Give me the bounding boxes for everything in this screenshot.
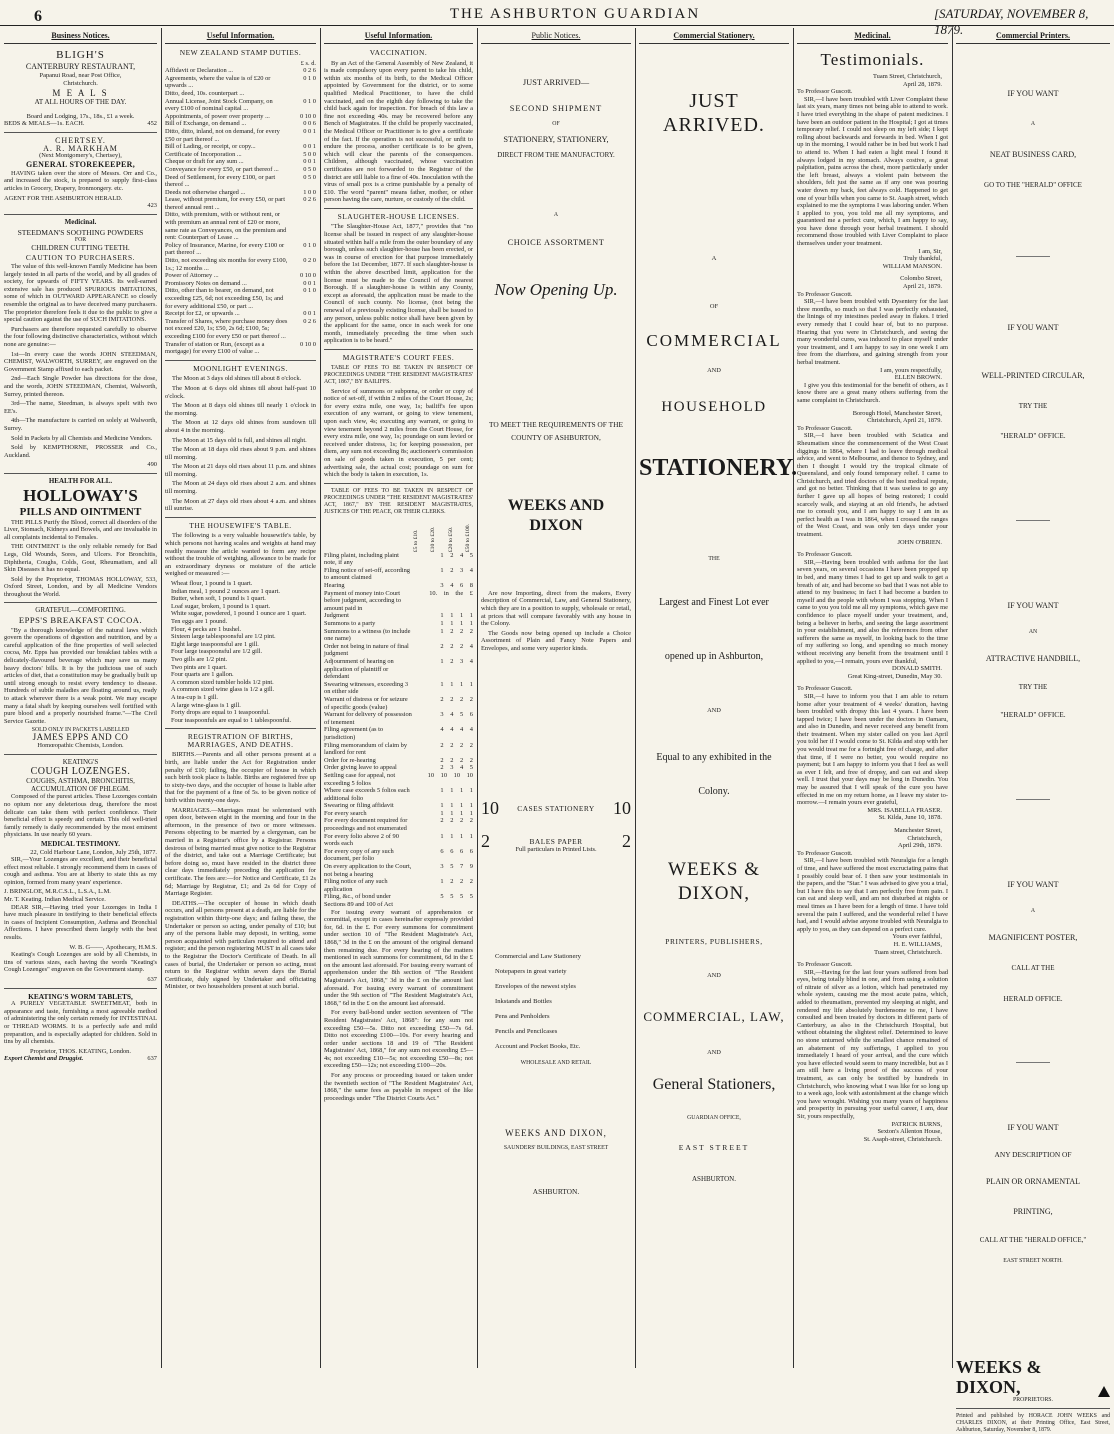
column-heading: Useful Information. [165, 28, 316, 44]
printing-ad: IF YOU WANT ANY DESCRIPTION OF PLAIN OR ORNAMENTAL PRINTING, CALL AT THE "HERALD OFFICE," EAST STREET NORTH. [979, 1123, 1087, 1265]
newspaper-title: THE ASHBURTON GUARDIAN [449, 6, 701, 22]
fee-row [324, 757, 473, 765]
stamp-duty-amount: 0 10 0 [300, 112, 316, 120]
stamp-duty-row [165, 287, 316, 310]
fee-item: Warrant for delivery of possession of tenement [324, 711, 412, 726]
testimonial-line: April 29th, 1879. [897, 842, 942, 850]
fee-values: 2 2 2 2 [440, 817, 473, 825]
column-heading: Useful Information. [324, 28, 473, 44]
stamp-duty-row [165, 151, 316, 159]
fee-values: 2 2 2 4 [440, 642, 473, 650]
fee-row [324, 643, 473, 658]
measure-entry: Eight large teaspoonsful are 1 gill. [171, 640, 259, 648]
stamp-duty-item: Annual License, Joint Stock Company, on every £100 of nominal capital ... [165, 97, 273, 113]
stamp-duties-title: NEW ZEALAND STAMP DUTIES. [179, 48, 302, 57]
stationery-item: Pens and Penholders [495, 1013, 550, 1021]
fee-item: Filing agreement (as to jurisdiction) [324, 726, 384, 741]
fee-values: 2 2 2 2 [440, 741, 473, 749]
testimonial-line: Tuam street, Christchurch. [874, 948, 942, 956]
masthead-rule [0, 25, 1114, 26]
column-rule [161, 28, 162, 1368]
fee-table [324, 552, 473, 909]
printer-imprint: Printed and published by HORACE JOHN WEEKS and CHARLES DIXON, at their Printing Office, East Street, Ashburton, Saturday, November 8, 1879. [956, 1413, 1110, 1434]
holloway-pills-ad: HEALTH FOR ALL. HOLLOWAY'S PILLS AND OINTMENT THE PILLS Purify the Blood, correct all disorders of the Liver, Stomach, Kidneys and Bowels, and are invaluable in all complaints incidental to Females. THE OINTMENT is the only reliable remedy for Bad Legs, Old Wounds, Sores, and Ulcers. For Bronchitis, Diphtheria, Coughs, Colds, Gout, Rheumatism, and all Skin Diseases it has no equal. Sold by the Proprietor, THOMAS HOLLOWAY, 533, Oxford Street, London, and by all Medicine Vendors throughout the World. [4, 476, 157, 598]
stamp-duty-item: Agreements, where the value is of £20 or upwards ... [165, 74, 271, 90]
measure-entry: Butter, when soft, 1 pound is 1 quart. [171, 595, 266, 603]
measure-entry: White sugar, powdered, 1 pound 1 ounce are 1 quart. [171, 610, 307, 618]
stamp-duty-row [165, 98, 316, 113]
testimonial-line: To Professor Guscott. [797, 290, 853, 298]
keating-lozenges-ad: KEATING'S COUGH LOZENGES. COUGHS, ASTHMA, BRONCHITIS, ACCUMULATION OF PHLEGM. Composed of the purest articles. These Lozenges contain no opium nor any deleterious drug, therefore the most delicate can take them with perfect confidence. Their beneficial effect is speedy and certain. This old well-tried family remedy is daily recommended by the most eminent physicians. In use nearly 60 years. MEDICAL TESTIMONY. 22, Cold Harbour Lane, London, July 25th, 1877. SIR,—Your Lozenges are excellent, and their beneficial effect most reliable. I strongly recommend them in cases of cough and asthma. You are at liberty to state this as my opinion, formed from many years' experience. J. BRINGLOE, M.R.C.S.L., L.S.A., L.M. Mr. T. Keating. Indian Medical Service. DEAR SIR,—Having tried your Lozenges in India I have much pleasure in testifying to their beneficial effects in cases of Incipient Consumption, Asthma and Bronchial Affections. I have prescribed them largely with the best results. W. B. G——, Apothecary, H.M.S. Keating's Cough Lozenges are sold by all Chemists, in tins of various sizes, each having the words "Keating's Cough Lozenges" engraven on the Government stamp. 637 [4, 757, 157, 983]
column-heading: Commercial Printers. [956, 28, 1110, 44]
fee-values: 10. in the £ [429, 589, 473, 597]
fee-values: 1 1 1 1 [440, 802, 473, 810]
testimonial-line: SIR,—I have been troubled with Liver Complaint these last six years, many times not being able to attend to work. I have tried everything in the shape of patent medicines. I have been an outdoor patient in the Hospital; I got at times temporary relief. I could not sleep on my left side; I kept rolling about backwards and forwards in bed. When I got up in the morning, I would rather be in bed but work I had to attend to. When I had eaten a light meal I found it always lodged in my stomach. Always costive, a great palpitation, pains across the chest, more particularly under the left breast, always a violent pain between the shoulders, felt just the same as if any one was pouring water down my back, feet always cold. Happened to get one of your bills when you came to St. Asaph street, which explained to me the symptoms I was laboring under. When I applied to you, you told me all my symptoms, and guaranteed me a perfect cure, which, I am happy to say, you have done through your herbal treatment. I should recommend those troubled with Liver Complaint to place themselves under your treatment. [797, 95, 948, 248]
stamp-duty-amount: 0 0 1 [303, 143, 316, 151]
testimonial-line: SIR,—I have been troubled with Neuralgia for a length of time, and have suffered the most excruciating pains that I possibly could bear of. I then saw your testimonials in the papers, and the "Star." I was advised to give you a trial, but I have this to say that I am perfectly free from pain. I can eat and sleep well, and am not disturbed at nights or meal times as I have been for a length of time. I have told several the pain I suffered, and the wonderful relief I have had, and I would advise anyone troubled with Neuralgia to apply to you, as they can depend on a perfect cure. [797, 857, 948, 933]
stamp-duty-row [165, 189, 316, 197]
stamp-duty-item: Ditto, ditto, inland, not on demand, for every £50 or part thereof ... [165, 127, 280, 143]
slaughter-house-title: SLAUGHTER-HOUSE LICENSES. [337, 211, 460, 221]
stamp-duty-item: Affidavit or Declaration ... [165, 67, 234, 75]
stamp-duty-item: Promissory Notes on demand ... [165, 279, 247, 287]
stamp-duty-row [165, 120, 316, 128]
stamp-duty-amount: 0 5 0 [303, 173, 316, 181]
testimonial [797, 685, 948, 827]
testimonial-line: Great King-street, Dunedin, May 30. [847, 672, 942, 680]
testimonials-title: Testimonials. [820, 50, 925, 69]
fee-values: 1 1 1 1 [440, 612, 473, 620]
stamp-duty-row [165, 242, 316, 257]
testimonial-line: MRS. ISABELLA FRASER. [867, 806, 942, 814]
testimonial-line: To Professor Guscott. [797, 685, 853, 693]
testimonial-line: To Professor Guscott. [797, 849, 853, 857]
poster-ad: IF YOU WANT A MAGNIFICENT POSTER, CALL AT THE HERALD OFFICE. [988, 879, 1078, 1003]
fee-row [324, 878, 473, 893]
fee-item: Judgment [324, 612, 349, 620]
testimonial-line: I am, Sir, [918, 247, 942, 255]
testimonial-line: PATRICK BURNS, [891, 1120, 942, 1128]
column-heading: Medicinal. [797, 28, 948, 44]
fee-item: Summons to a party [324, 620, 376, 628]
fee-item: Filing plaint, including plaint note, if any [324, 551, 399, 567]
stamp-duty-item: Transfer of Shares, where purchase money does not exceed £20, 1s; £50, 2s 6d; £100, 5s; exceeding £100 for every £50 or part thereof ... [165, 317, 288, 340]
stamp-duty-row [165, 75, 316, 90]
measure-entry: Two gills are 1/2 pint. [171, 655, 228, 663]
registration-paragraph: BIRTHS.—Parents and all other persons present at a birth, are liable under the Act for Registration under penalty of £10; failing, the occupier of house in which such birth took place is liable. Births are registered free up to sixty-two days, and the occupier of house is liable after that for the payment of a fine of 5s. to be given notice of birth within twenty-one days. [165, 751, 316, 805]
stamp-duty-amount: 0 5 0 [303, 165, 316, 173]
testimonial-line: April 21, 1879. [902, 283, 942, 291]
stamp-duty-amount: 0 0 6 [303, 120, 316, 128]
testimonial-line: SIR,—I have been troubled with Dysentery for the last three months, so much so that I was perfectly exhausted, the linings of my intestines peeled away in flakes. I tried every remedy that I could hear of, but to no purpose. Hearing that you were in Christchurch, and seeing the many wonderful cures, was induced to place myself under your treatment, and I am happy to say in one week I am free from the diarrhœa, and gaining strength from your herbal treatment. [797, 298, 948, 366]
moon-entry: The Moon at 12 days old shines from sundown till about 4 in the morning. [165, 419, 316, 434]
testimonial-line: St. Asaph-street, Christchurch. [863, 1135, 942, 1143]
fee-item: Hearing [324, 582, 345, 590]
fee-column-header: £5 to £10. [413, 529, 419, 552]
stamp-duty-amount: 0 0 1 [303, 127, 316, 135]
testimonial-line: SIR,—Having been troubled with asthma for the last seven years, on several occasions I have been propped up in bed, and many times I had to get up and walk to get a breath of air, and had become so bad that I was not able to attend to my business; in fact I had become a burden to myself and the people with whom I was stopping. When I came to you you told me all my symptoms, which gave me confidence to place myself under your treatment, and, being a believer in herbs, and seeing the large assortment in your establishment, and also the references from other sufferers the same as myself, in looking back to the time of my suffering so long, and spending so much money without receiving any benefit from the treatment until I applied to you,—I remain, yours ever thankful, [797, 558, 948, 665]
stamp-duty-row [165, 158, 316, 166]
bales-paper-line: 2 BALES PAPER 2 [481, 831, 631, 852]
moon-entry: The Moon at 15 days old is full, and shines all night. [172, 436, 307, 444]
stamp-duty-item: Conveyance for every £50, or part thereof ... [165, 165, 279, 173]
registration-text [165, 751, 316, 990]
stamp-duties-list [165, 67, 316, 356]
column-rule [635, 28, 636, 1368]
measure-entry: Indian meal, 1 pound 2 ounces are 1 quart. [171, 587, 280, 595]
measure-entry: Four large teaspoonsful are 1/2 gill. [171, 648, 263, 656]
testimonial-line: St. Kilda, June 10, 1878. [878, 814, 942, 822]
fee-item: Filing notice of any such application [324, 878, 388, 893]
testimonial [797, 73, 948, 275]
stamp-duty-amount: 0 10 0 [300, 272, 316, 280]
testimonial-line: SIR,—I have been troubled with Sciatica and Rheumatism since the commencement of the West Coast diggings in 1864, where I had to leave through medical advice, and went to Melbourne, and thence to Sydney, and then I thought I would try the tropical climate of Queensland, and only found temporary relief. I came to Christchurch, and tried doctors of the best medical repute, and got no better. Thinking that it was useless to go any further I gave up all hopes of being restored; I could scarcely walk, and staying at an old friend's, he advised me to consult you, and I am happy to say I am in as perfect health as I was in 1864, when I crossed the ranges of the West Coast, and was only ten days under your treatment. [797, 432, 948, 539]
stamp-duty-item: Ditto, not exceeding six months for every £100, 1s.; 12 months ... [165, 257, 288, 272]
stamp-duty-amount: 0 1 0 [303, 241, 316, 249]
registration-paragraph: DEATHS.—The occupier of house in which death occurs, and all persons present at a death, are liable for the registration within thirty-one days; and failing these, the Undertaker or person so acting, under penalty of £10; but any of the persons liable may deposit, in writing, some person acquainted with particulars required to attend and register; and the person registering MUST in all cases take to the Registrar the Doctor's Certificate of Death. In all cases of burial, the Undertaker or person so acting, must return to the Registrar within seven days the Burial Certificate, duly signed by Undertaker and officiating Minister, or two householders present at such burial. [165, 899, 316, 991]
moon-entry: The Moon at 18 days old rises about 9 p.m. and shines till morning. [165, 446, 316, 461]
stamp-duty-item: Bill of Lading, or receipt, or copy... [165, 143, 256, 151]
moonlight-title: MOONLIGHT EVENINGS. [193, 363, 288, 373]
stationery-item: Commercial and Law Stationery [495, 953, 581, 961]
stamp-duty-row [165, 310, 316, 318]
testimonial [797, 551, 948, 685]
fee-item: Order for re-hearing [324, 756, 376, 764]
stamp-duty-item: Ditto, other than to bearer, on demand, not exceeding £25, 6d; not exceeding £50, 1s; and for every additional £50, or part ... [165, 287, 284, 310]
testimonial [797, 827, 948, 961]
stamp-duty-row [165, 67, 316, 75]
stamp-duty-row [165, 341, 316, 356]
fee-row [324, 802, 473, 810]
column-useful-information-1: Useful Information. NEW ZEALAND STAMP DUTIES. £ s. d. Affidavit or Declaration ... 0 2 6 Agreements, where the value is of £20 or upwards ... 0 1 0 Ditto, deed, 10s. counterpart ... Annual License, Joint Stock Company, on every £100 of nominal capital ... 0 1 0 Appointments, of power over property ... 0 10 0 Bill of Exchange, on demand ... 0 0 6 Ditto, ditto, inland, not on demand, for every £50 or part thereof ... 0 0 1 Bill of Lading, or receipt, or copy... 0 0 1 Certificate of Incorporation ... 5 0 0 Cheque or draft for any sum ... 0 0 1 Conveyance for every £50, or part thereof ... 0 5 0 Deed of Settlement, for every £100, or part thereof ... 0 5 0 Deeds not otherwise charged ... 1 0 0 Lease, without premium, for every £50, or part thereof annual rent ... 0 2 6 Ditto, with premium, with or without rent, or with premium an annual rent of £20 or more, same rate as Conveyances, on the premium and rent: Counterpart of Lease ... Policy of Insurance, Marine, for every £100 or part thereof ... 0 1 0 Ditto, not exceeding six months for every £100, 1s.; 12 months ... 0 2 0 Power of Attorney ... 0 10 0 Promissory Notes on demand ... 0 0 1 Ditto, other than to bearer, on demand, not exceeding £25, 6d; not exceeding £50, 1s; and for every additional £50, or part ... 0 1 0 Receipt for £2, or upwards ... 0 0 1 Transfer of Shares, where purchase money does not exceed £20, 1s; £50, 2s 6d; £100, 5s; exceeding £100 for every £50 or part thereof ... 0 2 6 Transfer of station or Run, (except as a mortgage) for every £100 of value ... 0 10 0 MOONLIGHT EVENINGS. The Moon at 3 days old shines till about 8 o'clock. The Moon at 6 days old shines till about half-past 10 o'clock. The Moon at 8 days old shines till nearly 1 o'clock in the morning. The Moon at 12 days old shines from sundown till about 4 in the morning. The Moon at 15 days old is full, and shines all night. The Moon at 18 days old rises about 9 p.m. and shines till morning. The Moon at 21 days old rises about 11 p.m. and shines till morning. The Moon at 24 days old rises about 2 a.m. and shines till morning. The Moon at 27 days old rises about 4 a.m. and shines till sunrise. THE HOUSEWIFE'S TABLE. The following is a very valuable housewife's table, by which persons not having scales and weights at hand may readily measure the article wanted to form any recipe without the trouble of weighing, allowance to be made for an extraordinary dryness or moisture of the article weighed or measured :— Wheat flour, 1 pound is 1 quart. Indian meal, 1 pound 2 ounces are 1 quart. Butter, when soft, 1 pound is 1 quart. Loaf sugar, broken, 1 pound is 1 quart. White sugar, powdered, 1 pound 1 ounce are 1 quart. Ten eggs are 1 pound. Flour, 4 pecks are 1 bushel. Sixteen large tablespoonsful are 1/2 pint. Eight large teaspoonsful are 1 gill. Four large teaspoonsful are 1/2 gill. Two gills are 1/2 pint. Two pints are 1 quart. Four quarts are 1 gallon. A common sized tumbler holds 1/2 pint. A common sized wine glass is 1/2 a gill. A tea-cup is 1 gill. A large wine-glass is 1 gill. Forty drops are equal to 1 teaspoonful. Four teaspoonfuls are equal to 1 tablespoonful. REGISTRATION OF BIRTHS, MARRIAGES, AND DEATHS. BIRTHS.—Parents and all other persons present at a birth, are liable under the Act for Registration under penalty of £10; failing, the occupier of house in which such birth took place is liable. Births are registered free up to sixty-two days, and the occupier of house is liable after that for the payment of a fine of 5s. to be given notice of birth within twenty-one days. MARRIAGES.—Marriages must be solemnised with open door, between eight in the morning and four in the afternoon, in the presence of two or more witnesses. Persons objecting to be married by a clergyman, can be married in a Registrar's office by a Registrar. Persons desirous of being married must give notice to the Registrar of the district, and take out a Marriage Certificate; but before doing so, must have resided in the district three clear days immediately preceding the application for certificate. The fees are:—for Notice and Certificate, £1 2s 6d; Marriage by Registrar, £1; and 2s 6d for Copy of Marriage Register. DEATHS.—The occupier of house in which death occurs, and all persons present at a death, are liable for the registration within thirty-one days; and failing these, the Undertaker or person so acting, under penalty of £10; but any of the persons liable may deposit, in writing, some person acquainted with particulars required to attend and register; and the person registering MUST in all cases take to the Registrar the Doctor's Certificate of Death. In all cases of burial, the Undertaker or person so acting, must return to the Registrar within seven days the Burial Certificate, duly signed by Undertaker and officiating Minister, or two householders present at such burial. [165, 28, 316, 1368]
bligh-restaurant-ad: BLIGH'S CANTERBURY RESTAURANT, Papanui Road, near Post Office, Christchurch. M E A L S AT ALL HOURS OF THE DAY. Board and Lodging, 17s., 18s., £1 a week. BEDS & MEALS—1s. EACH. 452 [4, 49, 157, 128]
fee-item: Order giving leave to appeal [324, 764, 397, 772]
fee-row [324, 863, 473, 878]
fee-row [324, 620, 473, 628]
stamp-duty-item: Transfer of station or Run, (except as a mortgage) for every £100 of value ... [165, 340, 265, 356]
stamp-duty-row [165, 174, 316, 189]
stamp-duty-row [165, 272, 316, 280]
measure-entry: A common sized tumbler holds 1/2 pint. [171, 678, 274, 686]
fee-item: Order not being in nature of final judgment [324, 642, 409, 658]
fee-item: Settling case for appeal, not exceeding 5 folios [324, 771, 396, 787]
fee-values: 1 1 1 1 [440, 787, 473, 795]
fee-item: Summons to a witness (to include one name) [324, 627, 411, 643]
stamp-duty-item: Lease, without premium, for every £50, or part thereof annual rent ... [165, 196, 285, 211]
moon-entry: The Moon at 6 days old shines till about half-past 10 o'clock. [165, 384, 316, 400]
column-medicinal [797, 28, 948, 1368]
stamp-duty-amount: 0 2 0 [303, 257, 316, 265]
fee-item: Swearing witnesses, exceeding 3 on either side [324, 680, 409, 696]
stamp-duty-row [165, 211, 316, 241]
cases-stationery-line: 10 CASES STATIONERY 10 [481, 797, 631, 818]
testimonial-line: Yours ever faithful, [892, 933, 942, 941]
housewife-title: THE HOUSEWIFE'S TABLE. [189, 520, 292, 530]
testimonial-line: Truly thankful, [903, 255, 942, 263]
stamp-duty-item: Appointments, of power over property ... [165, 112, 270, 120]
stamp-duty-item: Policy of Insurance, Marine, for every £100 or part thereof ... [165, 241, 285, 257]
registration-paragraph: MARRIAGES.—Marriages must be solemnised with open door, between eight in the morning and four in the afternoon, in the presence of two or more witnesses. Persons objecting to be married by a clergyman, can be married in a Registrar's office by a Registrar. Persons desirous of being married must give notice to the Registrar of the district, and take out a Marriage Certificate; but before doing so, must have resided in the district three clear days immediately preceding the application for certificate. The fees are:—for Notice and Certificate, £1 2s 6d; Marriage by Registrar, £1; and 2s 6d for Copy of Marriage Register. [165, 806, 316, 898]
stamp-duty-amount: 5 0 0 [303, 150, 316, 158]
stamp-duty-item: Receipt for £2, or upwards ... [165, 310, 240, 318]
moon-entry: The Moon at 21 days old rises about 11 p.m. and shines till morning. [165, 463, 316, 478]
stationery-items-list [481, 949, 631, 1054]
fee-item: Filing, &c., of bond under Sections 89 and 100 of Act [324, 893, 394, 908]
testimonials-list [797, 73, 948, 1148]
column-rule [320, 28, 321, 1368]
fee-row [324, 590, 473, 613]
measure-entry: Forty drops are equal to 1 teaspoonful. [171, 709, 270, 717]
section-medicinal: Medicinal. [64, 217, 97, 226]
measure-entry: Ten eggs are 1 pound. [171, 617, 228, 625]
testimonial-line: To Professor Guscott. [797, 424, 853, 432]
stamp-duty-amount: 0 2 6 [303, 67, 316, 75]
column-heading: Business Notices. [4, 28, 157, 44]
fee-values: 2 3 4 5 [440, 764, 473, 772]
stamp-duty-amount: 0 2 6 [303, 317, 316, 325]
stamp-duty-item: Power of Attorney ... [165, 272, 219, 280]
fee-values: 1 1 1 1 [440, 680, 473, 688]
column-rule [477, 28, 478, 1368]
fee-values: 3 4 6 8 [440, 582, 473, 590]
column-commercial-printers: Commercial Printers. IF YOU WANT A NEAT BUSINESS CARD, GO TO THE "HERALD" OFFICE IF YOU WANT WELL-PRINTED CIRCULAR, TRY THE "HERALD" OFFICE. IF YOU WANT AN ATTRACTIVE HANDBILL, TRY THE "HERALD" OFFICE. IF YOU WANT A MAGNIFICENT POSTER, CALL AT THE HERALD OFFICE. IF YOU WANT ANY DESCRIPTION OF PLAIN OR ORNAMENTAL PRINTING, CALL AT THE "HERALD OFFICE," EAST STREET NORTH. WEEKS & DIXON, PROPRIETORS. Printed and published by HORACE JOHN WEEKS and CHARLES DIXON, at their Printing Office, East Street, Ashburton, Saturday, November 8, 1879. [956, 28, 1110, 1368]
stationery-item: Pencils and Pencilcases [495, 1028, 558, 1036]
testimonial-line: I am, yours respectfully, [880, 366, 942, 374]
fee-values: 1 2 2 2 [440, 627, 473, 635]
fee-row [324, 567, 473, 582]
testimonial-line: To Professor Guscott. [797, 961, 853, 969]
housewife-list [165, 580, 316, 724]
stamp-duty-amount [288, 211, 316, 241]
stamp-duty-item: Certificate of Incorporation ... [165, 150, 242, 158]
testimonial-line: I give you this testimonial for the benefit of others, as I know there are a great many others suffering from the same complaint in Christchurch. [797, 381, 948, 404]
fee-row [324, 810, 473, 818]
moonlight-list [165, 375, 316, 513]
fee-values: 1 1 1 1 [440, 620, 473, 628]
fee-column-header: £10 to £20. [430, 526, 437, 552]
fee-item: Filing notice of set-off, according to amount claimed [324, 566, 410, 582]
measure-entry: A large wine-glass is 1 gill. [171, 701, 241, 709]
measure-entry: Wheat flour, 1 pound is 1 quart. [171, 580, 253, 587]
stamp-duty-row [165, 257, 316, 272]
measure-entry: Loaf sugar, broken, 1 pound is 1 quart. [171, 602, 271, 610]
fee-row [324, 582, 473, 590]
stamp-duty-row [165, 318, 316, 341]
column-business-notices [4, 28, 157, 1368]
column-useful-information-2: Useful Information. VACCINATION. By an Act of the General Assembly of New Zealand, it is made compulsory upon every parent to take his child, within six months of its birth, to the Medical Officer appointed by Government for the district, or to some qualified Medical Practitioner, to have the child vaccinated, and on the eighth day following to take the child back again for inspection. For breach of this law a fine not exceeding 40s. may be recovered before any Bench of Magistrates. If the child be properly vaccinated, the Medical Officer or Practitioner is to give a certificate of the fact. If the operation is not successful, or unfit to endure the process, another certificate is to be given, which will clear the parents of the consequences. Children, although vaccinated, whose vaccination certificates are not forwarded to the Registrar of the district are still liable to a fine of 40s. Inoculation with the virus of small pox is a crime punishable by a penalty of £10. The word "parent" means father, mother, or other person having the care, nurture, or custody of the child. SLAUGHTER-HOUSE LICENSES. "The Slaughter-House Act, 1877," provides that "no license shall be issued in respect of any slaughter-house situated within half a mile from the outer boundary of any borough, unless such slaughter-house has been erected, or was in course of erection for that purpose immediately before the 1st December, 1877. If such slaughter-house is within the above described limit, application for the license must be made to the Council of the nearest Borough. If a slaughter-house is within any County, except as aforesaid, the application must be made to the Council of such county. No license, (not being the renewal of a previously existing license, shall be issued to any person, unless public notice shall have been given by the applicant for the same, once in each week for one month, immediately preceding the time when such application is to be heard." MAGISTRATE'S COURT FEES. TABLE OF FEES TO BE TAKEN IN RESPECT OF PROCEEDINGS UNDER "THE RESIDENT MAGISTRATES' ACT, 1867," BY BAILIFFS. Service of summons or subpœna, or order or copy of notice of set-off, if within 2 miles of the Court House, 2s; for every extra mile, one way, 1s; bailiff's fee upon execution of any warrant, or going to view tenement, upon each view, 4s; executing any warrant, or going to view tenement beyond 2 miles from the Court House, for every extra mile, one way, 1s; poundage on sum levied or received under distress, 1s; for keeping possession, per diem, any sum not exceeding 8s; auctioneer's commission on sale of goods taken in execution, 5 per cent; advertising sale, the actual cost; poundage on sum for which the body is taken in execution, 1s. TABLE OF FEES TO BE TAKEN IN RESPECT OF PROCEEDINGS UNDER "THE RESIDENT MAGISTRATES' ACT, 1867," BY THE RESIDENT MAGISTRATES, JUSTICES OF THE PEACE, OR THEIR CLERKS. £5 to £10. £10 to £20. £20 to £50. £50 to £100. Filing plaint, including plaint note, if any 1 2 4 5 Filing notice of set-off, according to amount claimed 1 2 3 4 Hearing 3 4 6 8 Payment of money into Court before judgment, according to amount paid in 10. in the £ Judgment 1 1 1 1 Summons to a party 1 1 1 1 Summons to a witness (to include one name) 1 2 2 2 Order not being in nature of final judgment 2 2 2 4 Adjournment of hearing on application of plaintiff or defendant 1 2 3 4 Swearing witnesses, exceeding 3 on either side 1 1 1 1 Warrant of distress or for seizure of specific goods (value) 2 2 2 2 Warrant for delivery of possession of tenement 3 4 5 6 Filing agreement (as to jurisdiction) 4 4 4 4 Filing memorandum of claim by landlord for rent 2 2 2 2 Order for re-hearing 2 2 2 2 Order giving leave to appeal 2 3 4 5 Settling case for appeal, not exceeding 5 folios 10 10 10 10 Where case exceeds 5 folios each additional folio 1 1 1 1 Swearing or filing affidavit 1 1 1 1 For every search 1 1 1 1 For every document required for proceedings and not enumerated 2 2 2 2 For every folio above 2 of 90 words each 1 1 1 1 For every copy of any such document, per folio 6 6 6 6 On every application to the Court, not being a hearing 3 5 7 9 Filing notice of any such application 1 2 2 2 Filing, &c., of bond under Sections 89 and 100 of Act 5 5 5 5 For issuing every warrant of apprehension or committal, except in cases hereinafter expressly provided for, 6d. in the £. For every summons for commitment under section 10 of "The Resident Magistrate's Act, 1868," 3d in the £ on the amount of the original demand then remaining due. For every hearing of the matters mentioned in such summons for commitment, 6d in the £ on the amount last aforesaid. For issuing every warrant of apprehension under the 8th section of "The Resident Magistrate's Act, 1868," 3d in the £ on the amount last aforesaid. For issuing every warrant of commitment under the 9th section of "The Resident Magistrate's Act, 1868," 6d in the £ on the amount last aforesaid. For every bail-bond under section seventeen of "The Resident Magistrates' Act, 1868": for any sum not exceeding £50—5s. Ditto not exceeding £50—7s 6d. Ditto not exceeding £100—10s. For every hearing and order under sections 18 and 19 of "The Resident Magistrates' Act, 1868," for any sum not exceeding £5—4s; not exceeding £10—5s; not exceeding £50—8s; not exceeding £50—12s; not exceeding £100—20s. For any process or proceeding issued or taken under the twentieth section of "The Resident Magistrates' Act, 1868," the same fees as payable in respect of the like proceedings under "The District Courts Act." [324, 28, 473, 1368]
testimonial-line: Sexton's Allenton House, [877, 1128, 942, 1136]
testimonial [797, 410, 948, 552]
fee-values: 3 5 7 9 [440, 863, 473, 871]
fee-item: Warrant of distress or for seizure of specific goods (value) [324, 695, 408, 711]
fee-row [324, 833, 473, 848]
stationery-item: Inkstands and Bottles [495, 998, 552, 1006]
handbill-ad: IF YOU WANT AN ATTRACTIVE HANDBILL, TRY THE "HERALD" OFFICE. [985, 600, 1081, 720]
fee-item: For every copy of any such document, per folio [324, 847, 394, 863]
steedman-powders-ad: STEEDMAN'S SOOTHING POWDERS FOR CHILDREN CUTTING TEETH. CAUTION TO PURCHASERS. The value of this well-known Family Medicine has been largely tested in all parts of the world, and by all grades of society, for upwards of FIFTY YEARS. Its well-earned extensive sale has produced SPURIOUS IMITATIONS, some of which in OUTWARD APPEARANCE so closely resemble the original as to have deceived many purchasers. The proprietor therefore feels it due to the public to give a special caution against the use of SUCH IMITATIONS. Purchasers are therefore requested carefully to observe the four following distinctive characteristics, without which none are genuine:— 1st—In every case the words JOHN STEEDMAN, CHEMIST, WALWORTH, SURREY, are engraved on the Government Stamp affixed to each packet. 2nd—Each Single Powder has directions for the dose, and the words, JOHN STEEDMAN, Chemist, Walworth, Surrey, printed thereon. 3rd—The name, Steedman, is always spelt with two EE's. 4th—The manufacture is carried on solely at Walworth, Surrey. Sold in Packets by all Chemists and Medicine Vendors. Sold by KEMPTHORNE, PROSSER and Co., Auckland. 490 [4, 228, 157, 469]
testimonial-line: H. E. WILLIAMS, [893, 940, 942, 948]
testimonial-line: April 28, 1879. [902, 80, 942, 88]
fee-item: For every folio above 2 of 90 words each [324, 832, 399, 848]
stamp-duty-item: Deed of Settlement, for every £100, or part thereof ... [165, 173, 276, 189]
fee-values: 1 1 1 1 [440, 809, 473, 817]
fee-values: 1 2 2 2 [440, 878, 473, 886]
triangle-ornament-icon [1098, 1386, 1110, 1397]
column-commercial-stationery: Commercial Stationery. JUST ARRIVED. A OF COMMERCIAL AND HOUSEHOLD STATIONERY. THE Largest and Finest Lot ever opened up in Ashburton, AND Equal to any exhibited in the Colony. WEEKS & DIXON, PRINTERS, PUBLISHERS, AND COMMERCIAL, LAW, AND General Stationers, GUARDIAN OFFICE, EAST STREET ASHBURTON. [639, 28, 789, 1368]
measure-entry: Flour, 4 pecks are 1 bushel. [171, 625, 242, 633]
proprietors-block: WEEKS & DIXON, [956, 1357, 1110, 1397]
fee-item: Adjournment of hearing on application of plaintiff or defendant [324, 658, 394, 681]
business-card-ad: IF YOU WANT A NEAT BUSINESS CARD, GO TO THE "HERALD" OFFICE [984, 89, 1082, 189]
testimonial-line: JOHN O'BRIEN. [897, 538, 942, 546]
fee-values: 5 5 5 5 [440, 893, 473, 901]
page-number: 6 [34, 8, 42, 25]
just-arrived-heading: JUST ARRIVED. [663, 90, 765, 136]
testimonial [797, 275, 948, 409]
stamp-duty-item: Ditto, with premium, with or without rent, or with premium an annual rent of £20 or more, same rate as Conveyances, on the premium and rent: Counterpart of Lease ... [165, 211, 287, 242]
fee-values: 1 2 3 4 [440, 566, 473, 574]
testimonial-line: To Professor Guscott. [797, 88, 853, 96]
column-rule [952, 28, 953, 1368]
fee-values: 1 2 3 4 [440, 658, 473, 665]
testimonial-line: WILLIAM MANSON. [882, 262, 942, 270]
testimonial-line: DONALD SMITH. [891, 665, 942, 673]
stamp-duty-row [165, 196, 316, 211]
fee-row [324, 681, 473, 696]
testimonial-line: SIR,—I have to inform you that I am able to return home after your treatment of 4 weeks' duration, having been troubled with dropsy this last 4 years. I have been tapped twice; I have been under the doctors in Oamaru, and also in Dunedin, and never received any benefit from their treatment. When my sister called on you last April you told her if I would come to St. Kilda and stop with her you would treat me for a fortnight free of charge, and after that time, if I were no better, you would require no payment; but I am happy to inform you that I feel as well as ever I felt, and free of dropsy, and can eat and sleep well. I trust that your days may be long in Dunedin. You may be assured that I will speak of the cure you have effected in me on my return home, as I leave my sister to-morrow.—I remain yours ever grateful, [797, 692, 948, 807]
fee-item: For every search [324, 809, 367, 817]
weeks-dixon-heading: WEEKS & DIXON, [668, 859, 760, 905]
stamp-duty-amount: 0 1 0 [303, 74, 316, 82]
fee-row [324, 893, 473, 908]
stamp-duty-row [165, 166, 316, 174]
measure-entry: Four quarts are 1 gallon. [171, 671, 234, 679]
fee-values: 3 4 5 6 [440, 711, 473, 719]
moon-entry: The Moon at 8 days old shines till nearly 1 o'clock in the morning. [165, 402, 316, 417]
epps-cocoa-ad: GRATEFUL—COMFORTING. EPPS'S BREAKFAST COCOA. "By a thorough knowledge of the natural laws which govern the operations of digestion and nutrition, and by a careful application of the fine properties of well selected cocoa, Mr. Epps has provided our breakfast tables with a delicately-flavoured beverage which may save us many heavy doctors' bills. It is by the judicious use of such articles of diet, that a constitution may be gradually built up until strong enough to resist every tendency to disease. Hundreds of subtle maladies are floating around us, ready to attack wherever there is a weak point. We may escape many a fatal shaft by keeping ourselves well fortified with pure blood and a properly nourished frame."—The Civil Service Gazette. SOLD ONLY IN PACKETS LABELLED JAMES EPPS AND CO Homœopathic Chemists, London. [4, 606, 157, 749]
fee-table-header [324, 518, 473, 552]
stamp-duty-amount: 1 0 0 [303, 188, 316, 196]
fee-item: For every document required for proceedings and not enumerated [324, 817, 408, 833]
testimonial-line: Colombo Street, [900, 275, 942, 283]
testimonial-line: Borough Hotel, Manchester Street, [852, 409, 942, 417]
stamp-duty-item: Cheque or draft for any sum ... [165, 158, 244, 166]
fee-row [324, 658, 473, 681]
stamp-duty-amount: 0 10 0 [300, 340, 316, 348]
fee-item: Payment of money into Court before judgment, according to amount paid in [324, 589, 402, 612]
testimonial-line: Christchurch, [907, 834, 942, 842]
stationery-heading: STATIONERY. [639, 454, 798, 481]
stamp-duty-item: Deeds not otherwise charged ... [165, 188, 246, 196]
testimonial-line: Tuam Street, Christchurch, [873, 73, 942, 80]
measure-entry: Four teaspoonfuls are equal to 1 tablespoonful. [171, 716, 292, 724]
fee-row [324, 848, 473, 863]
stationery-item: Envelopes of the newest styles [495, 983, 576, 991]
fee-row [324, 764, 473, 772]
testimonial-line: Christchurch, April 21, 1879. [867, 417, 942, 425]
fee-row [324, 742, 473, 757]
measure-entry: A common sized wine glass is 1/2 a gill. [171, 686, 275, 694]
column-public-notices: Public Notices. JUST ARRIVED— SECOND SHIPMENT OF STATIONERY, STATIONERY, DIRECT FROM THE MANUFACTORY. A CHOICE ASSORTMENT Now Opening Up. TO MEET THE REQUIREMENTS OF THE COUNTY OF ASHBURTON, WEEKS AND DIXON Are now Importing, direct from the makers, Every description of Commercial, Law, and General Stationery, which they are in a position to supply, wholesale or retail, at prices that will compare favorably with any house in the Colony. The Goods now being opened up include a Choice Assortment of Plain and Fancy Note Papers and Envelopes, and some very superior kinds. 10 CASES STATIONERY 10 2 BALES PAPER 2 Full particulars in Printed Lists. Commercial and Law Stationery Notepapers in great variety Envelopes of the newest styles Inkstands and Bottles Pens and Penholders Pencils and Pencilcases Account and Pocket Books, Etc. WHOLESALE AND RETAIL WEEKS AND DIXON, SAUNDERS' BUILDINGS, EAST STREET ASHBURTON. [481, 28, 631, 1368]
fee-item: On every application to the Court, not being a hearing [324, 863, 412, 878]
stamp-duty-row [165, 128, 316, 143]
measure-entry: A tea-cup is 1 gill. [171, 693, 219, 701]
testimonial-line: Manchester Street, [894, 827, 942, 834]
stamp-duty-row [165, 143, 316, 151]
column-heading: Public Notices. [481, 28, 631, 44]
fee-row [324, 552, 473, 567]
magistrates-fees-title: MAGISTRATE'S COURT FEES. [342, 352, 455, 362]
stamp-duty-amount [288, 90, 316, 98]
stamp-duty-row [165, 280, 316, 288]
fee-row [324, 787, 473, 802]
fee-values: 6 6 6 6 [440, 847, 473, 855]
stamp-duty-amount: 0 2 6 [303, 196, 316, 204]
fee-values: 2 2 2 2 [440, 756, 473, 764]
moon-entry: The Moon at 3 days old shines till about 8 o'clock. [172, 375, 302, 383]
vaccination-title: VACCINATION. [369, 48, 428, 57]
stationery-item: Account and Pocket Books, Etc. [495, 1043, 581, 1051]
fee-row [324, 711, 473, 726]
circular-ad: IF YOU WANT WELL-PRINTED CIRCULAR, TRY THE "HERALD" OFFICE. [981, 322, 1085, 441]
column-heading: Commercial Stationery. [639, 28, 789, 44]
stationery-item: Notepapers in great variety [495, 968, 567, 976]
stamp-duty-row [165, 90, 316, 98]
registration-title: REGISTRATION OF BIRTHS, MARRIAGES, AND DEATHS. [187, 732, 294, 749]
fee-item: Swearing or filing affidavit [324, 802, 394, 810]
measure-entry: Two pints are 1 quart. [171, 663, 227, 671]
issue-date: [SATURDAY, NOVEMBER 8, 1879. [934, 6, 1089, 37]
testimonial-line: To Professor Guscott. [797, 551, 853, 559]
fee-row [324, 817, 473, 832]
fee-row [324, 612, 473, 620]
column-rule [793, 28, 794, 1368]
fee-row [324, 726, 473, 741]
stamp-duty-amount: 0 0 1 [303, 158, 316, 166]
fee-values: 1 2 4 5 [440, 551, 473, 559]
markham-storekeeper-ad: CHERTSEY. A. R. MARKHAM (Next Montgomery's, Chertsey), GENERAL STOREKEEPER, HAVING taken over the store of Messrs. Orr and Co., and increased the stock, is prepared to supply first-class articles in Grocery, Drapery, Ironmongery. etc. AGENT FOR THE ASHBURTON HERALD. 423 [4, 135, 157, 210]
fee-values: 10 10 10 10 [427, 771, 473, 779]
moon-entry: The Moon at 24 days old rises about 2 a.m. and shines till morning. [165, 480, 316, 496]
fee-item: Filing memorandum of claim by landlord for rent [324, 741, 408, 757]
measure-entry: Sixteen large tablespoonsful are 1/2 pint. [171, 633, 276, 641]
moon-entry: The Moon at 27 days old rises about 4 a.m. and shines till sunrise. [165, 497, 316, 513]
fee-values: 1 1 1 1 [440, 832, 473, 840]
fee-values: 2 2 2 2 [440, 695, 473, 703]
stamp-duty-amount: 0 0 1 [303, 279, 316, 287]
fee-values: 4 4 4 4 [440, 726, 473, 734]
fee-column-header: £50 to £100. [465, 523, 472, 552]
stamp-duty-amount: 0 1 0 [303, 287, 316, 295]
testimonial-line: ELLEN BROWN. [894, 374, 942, 382]
testimonial [797, 961, 948, 1148]
fee-row [324, 772, 473, 787]
stamp-duty-row [165, 113, 316, 121]
keating-worm-tablets-ad: KEATING'S WORM TABLETS, A PURELY VEGETABLE SWEETMEAT, both in appearance and taste, furnishing a most agreeable method of administering the only certain remedy for INTESTINAL or THREAD WORMS. It is a perfectly safe and mild preparation, and is especially adapted for children. Sold in tins by all chemists. Proprietor, THOS. KEATING, London. Export Chemist and Druggist. 637 [4, 991, 157, 1063]
stamp-duty-item: Ditto, deed, 10s. counterpart ... [165, 89, 245, 97]
stamp-duty-item: Bill of Exchange, on demand ... [165, 120, 247, 128]
stamp-duty-amount: 0 0 1 [303, 310, 316, 318]
fee-item: Where case exceeds 5 folios each additional folio [324, 787, 410, 802]
fee-row [324, 696, 473, 711]
fee-column-header: £20 to £50. [447, 526, 454, 552]
testimonial-line: SIR,—Having for the last four years suffered from bad eyes, being totally blind in one, and from using a solution of nitrate of silver as a lotion, which had penetrated my whole system, causing me the most acute pains, which, added to rheumatism, prevented my sleeping at night, and rendered my life absolutely burdensome to me, I have consulted and been treated by doctors in different parts of Canterbury, as also in the Christchurch Hospital, but without obtaining the slightest relief. Determined to leave no stone unturned while the smallest chance remained of an abatement of my sufferings, I applied to you immediately I heard of your arrival, and the cure which you have effected would seem to many incredible, but as I am still here a living proof of the success of your treatment, as can only be testified by hundreds in Christchurch, who knowing what I was like for so long up to a week ago, look with astonishment at the change which you have wrought. Wishing you many years of happiness and prosperity in pursuing your useful career, I am, dear Sir, yours respectfully, [797, 968, 948, 1120]
stamp-duty-amount: 0 1 0 [303, 97, 316, 105]
fee-row [324, 628, 473, 643]
